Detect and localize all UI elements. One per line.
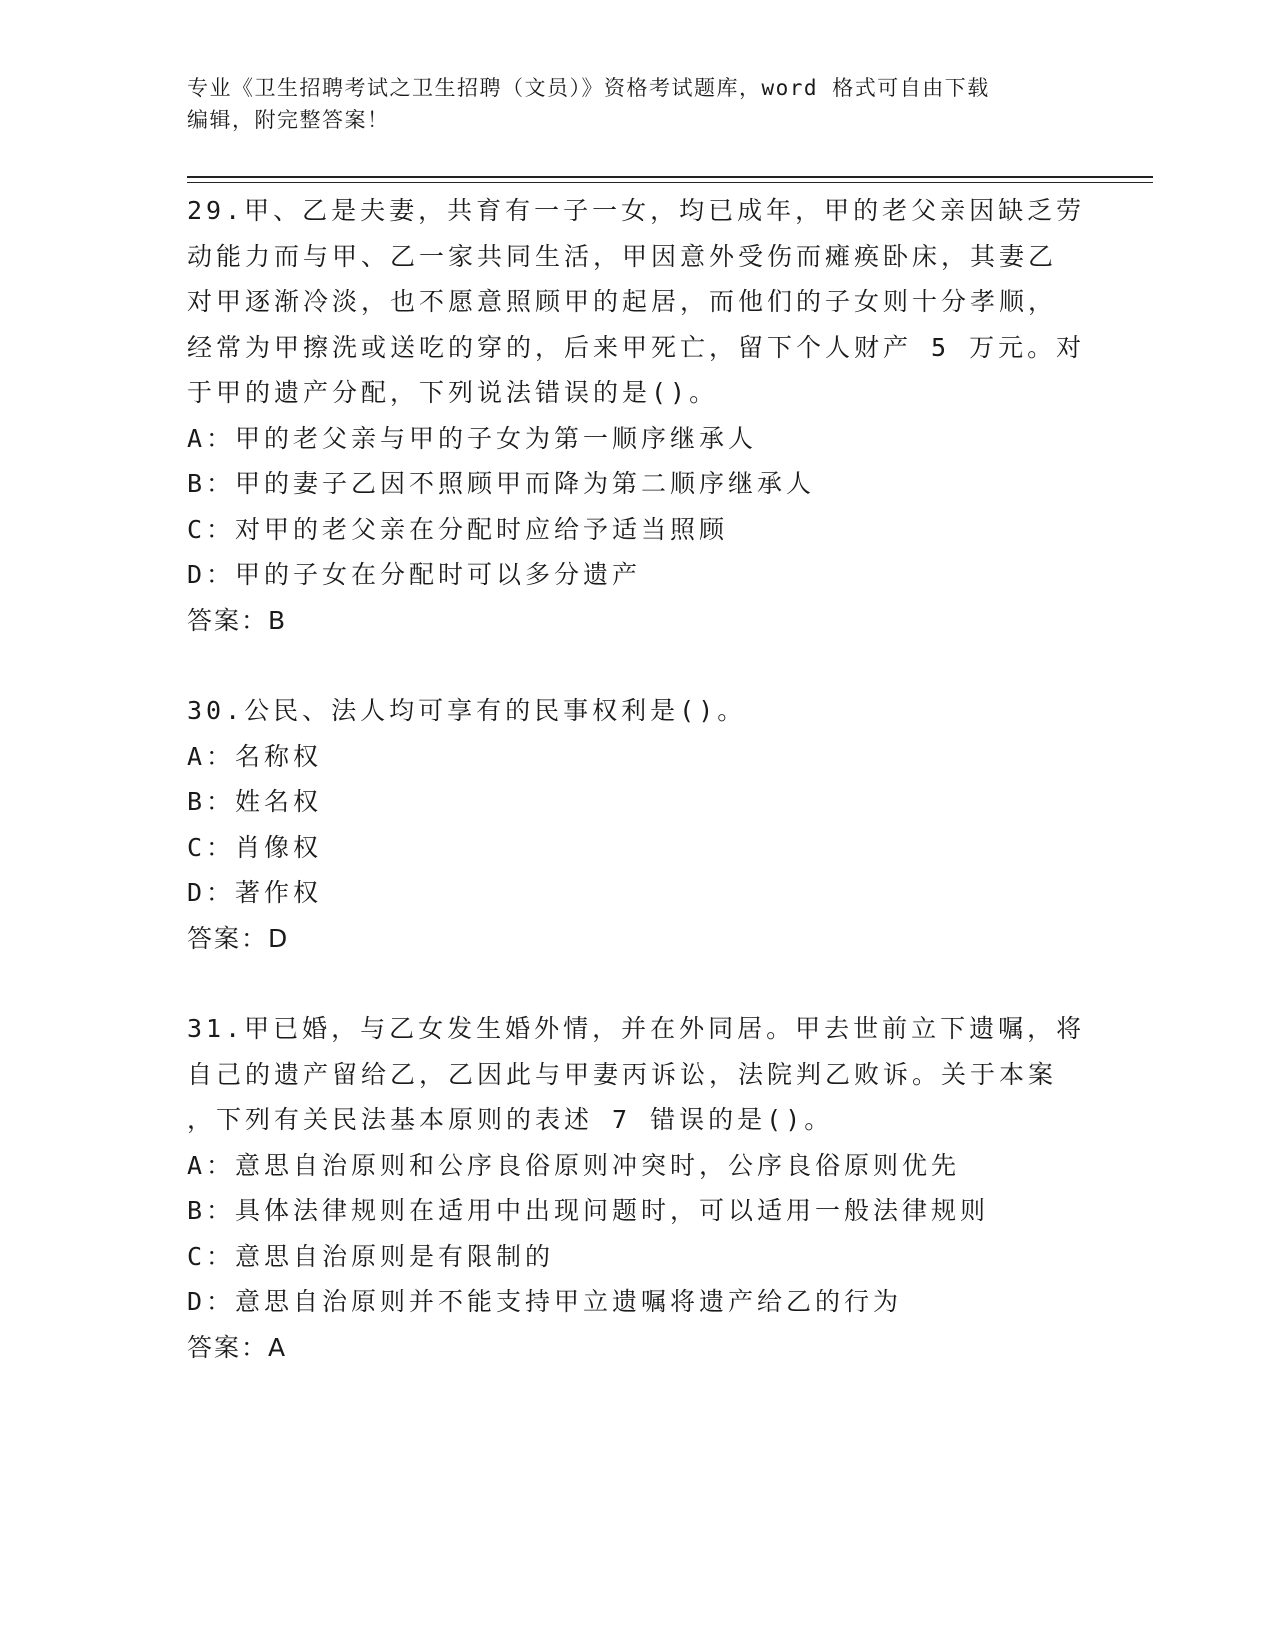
stem-line: 经常为甲擦洗或送吃的穿的，后来甲死亡，留下个人财产 5 万元。对 [187, 332, 1086, 362]
answer: 答案：D [187, 923, 290, 953]
option-a: A：意思自治原则和公序良俗原则冲突时，公序良俗原则优先 [187, 1150, 961, 1180]
answer: 答案：B [187, 605, 288, 635]
stem-line: 31.甲已婚，与乙女发生婚外情，并在外同居。甲去世前立下遗嘱，将 [187, 1014, 1086, 1043]
option-b: B：甲的妻子乙因不照顾甲而降为第二顺序继承人 [187, 469, 816, 498]
question-31 [187, 1006, 1087, 1370]
question-30 [187, 688, 1087, 961]
question-stem [187, 188, 1087, 416]
stem-line: ，下列有关民法基本原则的表述 7 错误的是()。 [187, 1105, 834, 1134]
question-29 [187, 188, 1087, 643]
header-line: 专业《卫生招聘考试之卫生招聘（文员）》资格考试题库，word 格式可自由下载 [187, 76, 990, 100]
option-d: D：意思自治原则并不能支持甲立遗嘱将遗产给乙的行为 [187, 1287, 903, 1316]
stem-line: 29.甲、乙是夫妻，共育有一子一女，均已成年，甲的老父亲因缺乏劳 [187, 196, 1086, 225]
option-b: B：姓名权 [187, 787, 323, 816]
option-a: A：名称权 [187, 741, 323, 771]
option-d: D：著作权 [187, 878, 323, 907]
option-c: C：对甲的老父亲在分配时应给予适当照顾 [187, 514, 729, 544]
stem-line: 30.公民、法人均可享有的民事权利是()。 [187, 696, 747, 725]
stem-line: 自己的遗产留给乙，乙因此与甲妻丙诉讼，法院判乙败诉。关于本案 [187, 1059, 1058, 1089]
header-line: 编辑，附完整答案！ [187, 108, 390, 132]
option-c: C：肖像权 [187, 832, 323, 862]
answer: 答案：A [187, 1332, 288, 1362]
stem-line: 对甲逐渐冷淡，也不愿意照顾甲的起居，而他们的子女则十分孝顺， [187, 287, 1058, 316]
stem-line: 于甲的遗产分配，下列说法错误的是()。 [187, 378, 719, 407]
document-header [187, 72, 1087, 136]
option-d: D：甲的子女在分配时可以多分遗产 [187, 560, 642, 589]
header-divider [187, 182, 1153, 183]
question-stem [187, 1006, 1087, 1143]
option-a: A：甲的老父亲与甲的子女为第一顺序继承人 [187, 423, 758, 453]
option-b: B：具体法律规则在适用中出现问题时，可以适用一般法律规则 [187, 1196, 990, 1225]
header-divider [187, 176, 1153, 178]
option-c: C：意思自治原则是有限制的 [187, 1241, 555, 1271]
question-stem [187, 688, 1087, 734]
stem-line: 动能力而与甲、乙一家共同生活，甲因意外受伤而瘫痪卧床，其妻乙 [187, 241, 1058, 271]
